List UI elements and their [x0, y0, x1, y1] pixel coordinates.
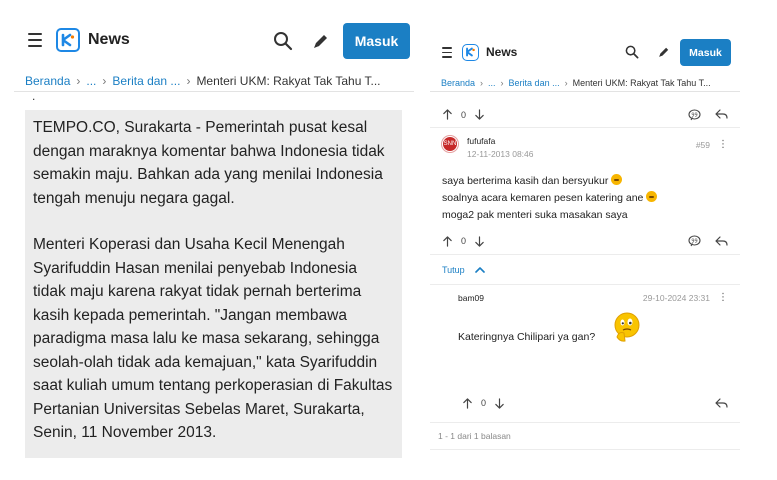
quote-icon[interactable] — [688, 235, 701, 247]
reply-icon[interactable] — [715, 236, 728, 247]
breadcrumb-home[interactable]: Beranda — [441, 77, 476, 88]
search-icon[interactable] — [272, 30, 294, 52]
login-button[interactable]: Masuk — [680, 39, 731, 66]
comment-line-2: soalnya acara kemaren pesen katering ane — [442, 192, 644, 204]
pencil-icon[interactable] — [310, 30, 332, 52]
article-paragraph-1: TEMPO.CO, Surakarta - Pemerintah pusat kesal dengan maraknya komentar bahwa Indonesia tidak semakin maju. Bahkan ada yang menilai Indonesia tengah menuju negara gagal. — [33, 119, 385, 207]
vote-count: 0 — [461, 109, 467, 120]
svg-text:99: 99 — [691, 111, 698, 118]
replies-count: 1 - 1 dari 1 balasan — [430, 423, 740, 450]
reply — [430, 285, 740, 423]
right-panel — [430, 36, 740, 468]
breadcrumb-home[interactable]: Beranda — [25, 73, 71, 88]
left-panel — [14, 18, 414, 468]
chevron-right-icon: › — [500, 77, 504, 88]
comment-username[interactable]: fufufafa — [467, 136, 496, 146]
reply-icon[interactable] — [715, 109, 728, 120]
downvote-icon[interactable] — [474, 236, 485, 247]
reply-vote-row — [462, 392, 728, 414]
upvote-icon[interactable] — [462, 398, 473, 409]
chevron-right-icon: › — [186, 73, 191, 88]
downvote-icon[interactable] — [494, 398, 505, 409]
chevron-right-icon: › — [564, 77, 568, 88]
menu-icon[interactable] — [442, 47, 453, 57]
upvote-icon[interactable] — [442, 236, 453, 247]
collapse-label[interactable]: Tutup — [442, 264, 465, 275]
comment-line-1: saya berterima kasih dan bersyukur — [442, 175, 609, 187]
reply-icon[interactable] — [715, 398, 728, 409]
article-paragraph-2: Menteri Koperasi dan Usaha Kecil Menengah Syarifuddin Hasan menilai penyebab Indonesia tidak maju karena rakyat tidak pernah berterima kasih kepada pemerintah. "Jangan membawa paradigma masa lalu ke masa sekarang, sehingga seolah-olah tidak ada kemajuan," kata Syarifuddin saat kuliah umum tentang perkoperasian di Fakultas Pertanian Universitas Sebelas Maret, Surakarta, Senin, 11 November 2013. — [33, 236, 393, 441]
breadcrumb-current: Menteri UKM: Rakyat Tak Tahu T... — [196, 73, 381, 88]
app-title: News — [486, 45, 518, 59]
breadcrumb-current: Menteri UKM: Rakyat Tak Tahu T... — [572, 77, 711, 88]
app-header — [14, 18, 414, 62]
thinking-emoji-icon — [611, 311, 643, 350]
more-icon[interactable]: ⋮ — [718, 139, 728, 150]
comment-vote-row — [442, 228, 728, 254]
kaskus-logo-icon[interactable] — [462, 44, 479, 61]
article-body — [25, 110, 402, 458]
chevron-right-icon: › — [76, 73, 81, 88]
reply-text: Kateringnya Chilipari ya gan? — [458, 331, 596, 343]
breadcrumb — [430, 74, 740, 92]
quote-icon[interactable] — [688, 109, 701, 121]
chevron-up-icon[interactable] — [475, 265, 485, 275]
vote-count: 0 — [461, 236, 467, 246]
avatar[interactable]: SNN — [442, 136, 458, 152]
breadcrumb-category[interactable]: Berita dan ... — [508, 77, 560, 88]
breadcrumb-ellipsis[interactable]: ... — [488, 77, 496, 88]
menu-icon[interactable] — [28, 33, 44, 47]
chevron-right-icon: › — [102, 73, 107, 88]
upvote-icon[interactable] — [442, 109, 453, 120]
downvote-icon[interactable] — [474, 109, 485, 120]
reply-username[interactable]: bam09 — [458, 293, 484, 303]
more-icon[interactable]: ⋮ — [718, 292, 728, 303]
collapse-replies-toggle[interactable] — [430, 255, 740, 285]
chevron-right-icon: › — [480, 77, 484, 88]
pencil-icon[interactable] — [656, 44, 672, 60]
search-icon[interactable] — [624, 44, 640, 60]
breadcrumb — [14, 70, 414, 92]
post-vote-row — [430, 102, 740, 128]
comment-line-3: moga2 pak menteri suka masakan saya — [442, 209, 628, 221]
login-button[interactable]: Masuk — [343, 23, 410, 59]
stray-dot: . — [32, 89, 36, 103]
breadcrumb-category[interactable]: Berita dan ... — [112, 73, 181, 88]
comment-number: #59 — [695, 140, 710, 150]
vote-count: 0 — [481, 398, 487, 408]
emoji-icon — [646, 191, 657, 202]
app-title: News — [88, 31, 130, 48]
comment-text — [442, 173, 728, 224]
kaskus-logo-icon[interactable] — [56, 28, 80, 52]
comment-date: 12-11-2013 08:46 — [467, 149, 534, 159]
breadcrumb-ellipsis[interactable]: ... — [86, 73, 97, 88]
svg-text:99: 99 — [691, 238, 698, 245]
app-header — [430, 36, 740, 68]
comment — [430, 128, 740, 255]
emoji-icon — [611, 174, 622, 185]
reply-date: 29-10-2024 23:31 — [642, 293, 710, 303]
